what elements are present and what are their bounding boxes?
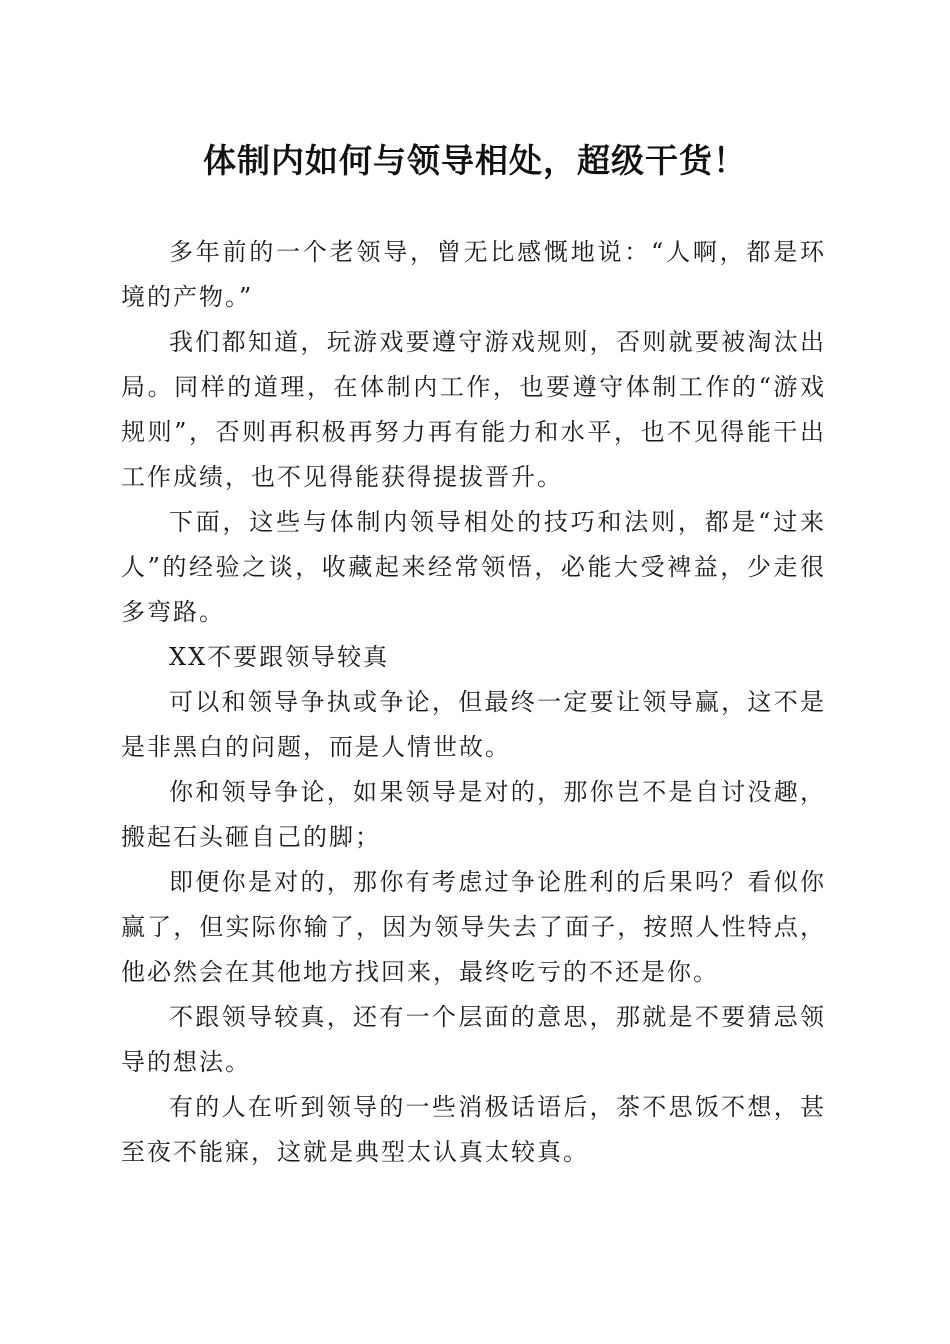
document-title: 体制内如何与领导相处，超级干货！ — [203, 141, 747, 180]
paragraph-intro-quote: 多年前的一个老领导，曾无比感慨地说：“人啊，都是环境的产物。” — [121, 238, 826, 311]
paragraph-techniques: 下面，这些与体制内领导相处的技巧和法则，都是“过来人”的经验之谈，收藏起来经常领悟，必能大受裨益，少走很多弯路。 — [121, 508, 826, 626]
paragraph-overthinking: 有的人在听到领导的一些消极话语后，茶不思饭不想，甚至夜不能寐，这就是典型太认真太较真。 — [121, 1093, 826, 1166]
section-heading: XX不要跟领导较真 — [169, 643, 390, 671]
paragraph-game-rules: 我们都知道，玩游戏要遵守游戏规则，否则就要被淘汰出局。同样的道理，在体制内工作，也要遵守体制工作的“游戏规则”，否则再积极再努力再有能力和水平，也不见得能干出工作成绩，也不见得能获得提拔晋升。 — [121, 328, 826, 491]
paragraph-you-right: 即便你是对的，那你有考虑过争论胜利的后果吗？看似你赢了，但实际你输了，因为领导失去了面子，按照人性特点，他必然会在其他地方找回来，最终吃亏的不还是你。 — [121, 868, 826, 986]
paragraph-no-suspicion: 不跟领导较真，还有一个层面的意思，那就是不要猜忌领导的想法。 — [121, 1003, 826, 1076]
document-body — [121, 230, 826, 1175]
paragraph-argue: 可以和领导争执或争论，但最终一定要让领导赢，这不是是非黑白的问题，而是人情世故。 — [121, 688, 826, 761]
paragraph-leader-right: 你和领导争论，如果领导是对的，那你岂不是自讨没趣，搬起石头砸自己的脚； — [121, 778, 826, 851]
